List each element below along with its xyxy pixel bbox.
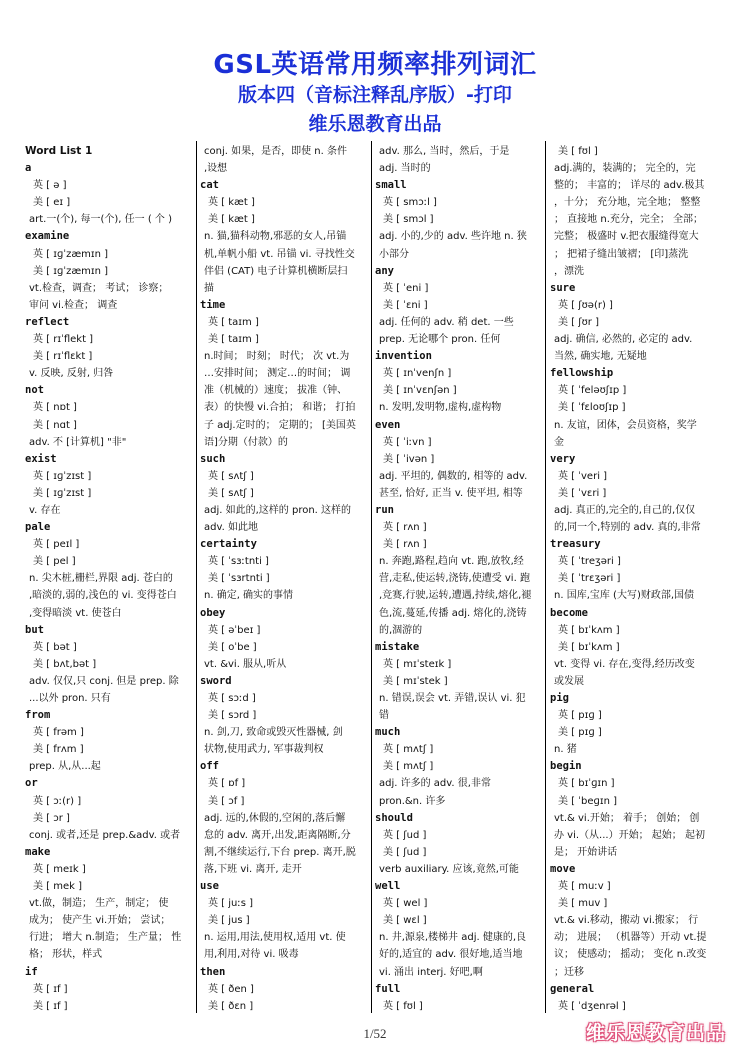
headword: if	[25, 965, 38, 978]
pronunciation: 美 [ wɛl ]	[383, 915, 427, 927]
pronunciation: 美 [ eɪ ]	[33, 197, 71, 209]
definition-text: 机,单帆小船 vt. 吊锚 vi. 寻找性交	[204, 248, 355, 260]
pronunciation: 英 [ muːv ]	[558, 881, 611, 893]
pronunciation: 英 [ ˈveri ]	[558, 470, 608, 482]
definition-text: n.时间； 时刻； 时代； 次 vt.为	[204, 351, 350, 363]
definition-text: n. 友谊，团体，会员资格，奖学	[554, 419, 697, 431]
pronunciation: 英 [ bɪˈɡɪn ]	[558, 778, 615, 790]
definition-text: n. 发明,发明物,虚构,虚构物	[379, 402, 502, 414]
headword: but	[25, 623, 44, 636]
pronunciation: 英 [ ʃʊə(r) ]	[558, 299, 613, 311]
pronunciation: 英 [ kæt ]	[208, 197, 255, 209]
word-column-2	[200, 143, 367, 1013]
definition-text: 整的； 丰富的； 详尽的 adv.极其	[554, 180, 705, 192]
definition-text: 议； 使感动； 摇动； 变化 n.改变	[554, 949, 707, 961]
pronunciation: 美 [ kæt ]	[208, 214, 255, 226]
definition-text: vi. 涌出 interj. 好吧,啊	[379, 966, 483, 978]
definition-text: 金	[554, 436, 564, 448]
definition-text: adj. 确信, 必然的, 必定的 adv.	[554, 334, 693, 346]
definition-text: 好的,适宜的 adv. 很好地,适当地	[379, 949, 523, 961]
definition-text: ,设想	[204, 163, 228, 175]
headword: certainty	[200, 538, 257, 551]
definition-text: verb auxiliary. 应该,竟然,可能	[379, 863, 519, 875]
definition-text: adv. 仅仅,只 conj. 但是 prep. 除	[29, 675, 179, 687]
definition-text: ，漂洗	[554, 265, 584, 277]
definition-text: n. 确定, 确实的事情	[204, 590, 294, 602]
headword: or	[25, 777, 38, 790]
pronunciation: 美 [ taɪm ]	[208, 334, 259, 346]
headword: full	[375, 982, 401, 995]
pronunciation: 美 [ mʌtʃ ]	[383, 761, 434, 773]
definition-text: 描	[204, 282, 214, 294]
pronunciation: 美 [ ʃʊr ]	[558, 316, 599, 328]
definition-text: vt.检查，调查； 考试； 诊察；	[29, 282, 169, 294]
definition-text: 割,不继续运行,下台 prep. 离开,脱	[204, 846, 356, 858]
pronunciation: 美 [ pɪɡ ]	[558, 727, 602, 739]
definition-text: n. 国库,宝库 (大写)财政部,国债	[554, 590, 695, 602]
pronunciation: 美 [ muv ]	[558, 898, 608, 910]
definition-text: adv. 如此地	[204, 522, 258, 534]
definition-text: ,竞赛,行驶,运转,遭遇,持续,熔化,褪	[379, 590, 532, 602]
pronunciation: 美 [ ˈvɛri ]	[558, 487, 607, 499]
pronunciation: 英 [ mɪˈsteɪk ]	[383, 658, 452, 670]
definition-text: 格； 形状，样式	[29, 949, 103, 961]
pronunciation: 英 [ ˈdʒenrəl ]	[558, 1000, 626, 1012]
pronunciation: 美 [ ɪnˈvɛnʃən ]	[383, 385, 457, 397]
pronunciation: 英 [ taɪm ]	[208, 316, 259, 328]
pronunciation: 美 [ frʌm ]	[33, 744, 84, 756]
pronunciation: 英 [ fʊl ]	[383, 1000, 423, 1012]
definition-text: ...以外 pron. 只有	[29, 693, 111, 704]
pronunciation: 英 [ ɔː(r) ]	[33, 795, 82, 807]
definition-text: 审问 vi.检查； 调查	[29, 299, 118, 311]
definition-text: vt.& vi.开始； 着手； 创始； 创	[554, 812, 700, 824]
definition-text: 子 adj.定时的； 定期的； [美国英	[204, 419, 356, 431]
definition-text: 色,流,蔓延,传播 adj. 熔化的,浇铸	[379, 607, 527, 619]
column-divider	[371, 141, 372, 1013]
definition-text: ； 直接地 n.充分，完全； 全部；	[554, 214, 704, 226]
definition-text: n. 运用,用法,使用权,适用 vt. 使	[204, 932, 346, 944]
definition-text: 动； 进展； （机器等）开动 vt.提	[554, 932, 707, 944]
publisher-watermark: 维乐恩教育出品	[586, 1022, 727, 1044]
definition-text: 小部分	[379, 248, 409, 260]
pronunciation: 美 [ jus ]	[208, 915, 250, 927]
definition-text: 完整； 极盛时 v.把衣服缝得宽大	[554, 231, 699, 243]
definition-text: 怠的 adv. 离开,出发,距离隔断,分	[204, 829, 351, 841]
headword: not	[25, 384, 44, 397]
headword: obey	[200, 606, 226, 619]
pronunciation: 英 [ ˈeni ]	[383, 282, 429, 294]
definition-text: 或发展	[554, 675, 584, 687]
headword: much	[375, 726, 401, 739]
definition-text: adj. 远的,休假的,空闲的,落后懈	[204, 812, 346, 824]
headword: invention	[375, 350, 432, 363]
pronunciation: 美 [ fʊl ]	[558, 146, 598, 157]
definition-text: adj. 许多的 adv. 很,非常	[379, 778, 491, 790]
definition-text: n. 尖木桩,栅栏,界限 adj. 苍白的	[29, 573, 173, 585]
word-list-heading: Word List 1	[25, 145, 93, 157]
definition-text: adj. 平坦的, 偶数的, 相等的 adv.	[379, 470, 528, 482]
definition-text: vt.& vi.移动，搬动 vi.搬家； 行	[554, 915, 699, 927]
pronunciation: 英 [ ðen ]	[208, 983, 254, 995]
definition-text: art.一(个), 每一(个), 任一 ( 个 )	[29, 214, 172, 226]
headword: pig	[550, 692, 569, 704]
definition-text: 是； 开始讲话	[554, 846, 618, 858]
definition-text: 当然, 确实地, 无疑地	[554, 351, 647, 363]
pronunciation: 美 [ ˈtrɛʒəri ]	[558, 573, 621, 585]
headword: make	[25, 845, 51, 858]
pronunciation: 美 [ rʌn ]	[383, 539, 427, 551]
pronunciation: 英 [ frəm ]	[33, 727, 84, 739]
pronunciation: 美 [ oˈbe ]	[208, 641, 257, 653]
definition-text: adj. 如此的,这样的 pron. 这样的	[204, 504, 352, 516]
headword: become	[550, 606, 588, 619]
definition-text: 办 vi.（从...）开始； 起始； 起初	[554, 829, 705, 841]
definition-text: 营,走私,使运转,浇铸,使遭受 vi. 跑	[379, 573, 530, 585]
definition-text: adj. 任何的 adv. 稍 det. 一些	[379, 316, 514, 328]
headword: general	[550, 982, 595, 995]
definition-text: 用,利用,对待 vi. 吸毒	[204, 949, 299, 961]
definition-text: ；迁移	[554, 966, 584, 978]
definition-text: 行进； 增大 n.制造； 生产量； 性	[29, 932, 182, 944]
pronunciation: 英 [ ɒf ]	[208, 778, 246, 790]
column-divider	[545, 141, 546, 1013]
word-column-4	[550, 143, 720, 1013]
pronunciation: 英 [ ʃud ]	[383, 829, 427, 841]
headword: then	[200, 965, 226, 978]
headword: cat	[200, 179, 219, 192]
pronunciation: 英 [ meɪk ]	[33, 863, 86, 875]
headword: examine	[25, 230, 70, 243]
headword: a	[25, 162, 32, 175]
headword: pale	[25, 521, 51, 534]
pronunciation: 英 [ ˈsɜːtnti ]	[208, 556, 269, 568]
pronunciation: 美 [ ʃud ]	[383, 846, 427, 858]
pronunciation: 美 [ ˈfɛloʊʃɪp ]	[558, 402, 626, 414]
pronunciation: 美 [ mɪˈstek ]	[383, 675, 448, 687]
definition-text: 准（机械的）速度； 拔准（钟、	[204, 385, 348, 397]
headword: any	[375, 264, 394, 277]
pronunciation: 美 [ ɪɡˈzæmɪn ]	[33, 265, 109, 277]
definition-text: ,变得暗淡 vt. 使苍白	[29, 607, 122, 619]
definition-text: ，十分； 充分地，完全地； 整整	[554, 197, 701, 209]
definition-text: n. 猫,猫科动物,邪恶的女人,吊锚	[204, 231, 347, 243]
definition-text: prep. 无论哪个 pron. 任何	[379, 334, 501, 346]
publisher-line: 维乐恩教育出品	[308, 113, 442, 135]
definition-text: conj. 或者,还是 prep.&adv. 或者	[29, 829, 181, 841]
pronunciation: 美 [ rɪˈflɛkt ]	[33, 351, 93, 363]
pronunciation: 英 [ sʌtʃ ]	[208, 470, 254, 482]
definition-text: adv. 那么, 当时，然后，于是	[379, 146, 510, 157]
definition-text: 甚至, 恰好, 正当 v. 使平坦, 相等	[379, 487, 523, 499]
word-column-1	[25, 143, 193, 1013]
pronunciation: 美 [ smɔl ]	[383, 214, 434, 226]
pronunciation: 英 [ ɪf ]	[33, 983, 68, 995]
pronunciation: 美 [ pel ]	[33, 556, 76, 568]
definition-text: adj. 真正的,完全的,自己的,仅仅	[554, 504, 696, 516]
definition-text: 的,涸游的	[379, 624, 423, 636]
pronunciation: 美 [ sɔrd ]	[208, 710, 257, 722]
definition-text: pron.&n. 许多	[379, 795, 446, 807]
pronunciation: 英 [ mʌtʃ ]	[383, 744, 434, 756]
definition-text: ； 把裙子缝出皱褶； [印]蒸洗	[554, 248, 689, 260]
headword: should	[375, 811, 413, 824]
pronunciation: 英 [ smɔːl ]	[383, 197, 437, 209]
pronunciation: 英 [ bət ]	[33, 641, 77, 653]
definition-text: 错	[379, 710, 389, 722]
headword: move	[550, 862, 576, 875]
pronunciation: 英 [ wel ]	[383, 898, 428, 910]
headword: run	[375, 503, 394, 516]
definition-text: vt. 变得 vi. 存在,变得,经历改变	[554, 658, 695, 670]
pronunciation: 英 [ ˈfeləʊʃɪp ]	[558, 385, 627, 397]
headword: exist	[25, 452, 57, 465]
pronunciation: 美 [ mek ]	[33, 881, 83, 893]
pronunciation: 美 [ ɪɡˈzɪst ]	[33, 487, 92, 499]
pronunciation: 美 [ bʌt,bət ]	[33, 658, 97, 670]
column-divider	[196, 141, 197, 1013]
pronunciation: 美 [ ˈɛni ]	[383, 299, 428, 311]
headword: mistake	[375, 640, 420, 653]
pronunciation: 英 [ əˈbeɪ ]	[208, 624, 261, 636]
headword: sword	[200, 674, 232, 687]
pronunciation: 美 [ bɪˈkʌm ]	[558, 641, 620, 653]
pronunciation: 美 [ ðɛn ]	[208, 1000, 254, 1012]
definition-text: prep. 从,从...起	[29, 761, 101, 773]
definition-text: 落,下班 vi. 离开, 走开	[204, 863, 302, 875]
definition-text: ,暗淡的,弱的,浅色的 vi. 变得苍白	[29, 590, 177, 602]
headword: small	[375, 179, 407, 192]
definition-text: n. 错误,误会 vt. 弄错,误认 vi. 犯	[379, 693, 526, 704]
headword: begin	[550, 760, 582, 773]
headword: well	[375, 880, 401, 893]
definition-text: adj. 小的,少的 adv. 些许地 n. 狭	[379, 231, 527, 243]
definition-text: 表）的快慢 vi.合拍； 和谐； 打拍	[204, 402, 356, 414]
pronunciation: 英 [ peɪl ]	[33, 539, 80, 551]
headword: treasury	[550, 538, 601, 551]
pronunciation: 美 [ nɑt ]	[33, 419, 77, 431]
pronunciation: 英 [ ˈtreʒəri ]	[558, 556, 621, 568]
pronunciation: 英 [ nɒt ]	[33, 402, 77, 414]
pronunciation: 美 [ ˈsɜrtnti ]	[208, 573, 270, 585]
headword: from	[25, 709, 51, 722]
headword: fellowship	[550, 367, 614, 380]
headword: reflect	[25, 315, 70, 328]
pronunciation: 美 [ ˈbeɡɪn ]	[558, 795, 617, 807]
pronunciation: 美 [ ˈivən ]	[383, 453, 435, 465]
pronunciation: 英 [ ə ]	[33, 180, 67, 192]
definition-text: n. 猪	[554, 744, 577, 756]
definition-text: 成为； 使产生 vi.开始； 尝试；	[29, 915, 171, 927]
pronunciation: 英 [ pɪɡ ]	[558, 710, 602, 722]
pronunciation: 英 [ rɪˈflekt ]	[33, 334, 94, 346]
word-column-3	[375, 143, 540, 1013]
pronunciation: 英 [ ɪnˈvenʃn ]	[383, 368, 452, 380]
pronunciation: 英 [ juːs ]	[208, 898, 254, 910]
definition-text: vt. &vi. 服从,听从	[204, 658, 287, 670]
pronunciation: 美 [ ɔr ]	[33, 812, 70, 824]
definition-text: 语]分期（付款）的	[204, 436, 288, 448]
definition-text: conj. 如果，是否，即使 n. 条件	[204, 146, 347, 157]
page-number: 1/52	[363, 1026, 387, 1041]
headword: off	[200, 760, 219, 773]
headword: use	[200, 880, 219, 893]
headword: even	[375, 418, 401, 431]
definition-text: v. 反映, 反射, 归咎	[29, 368, 114, 380]
headword: such	[200, 452, 226, 465]
pronunciation: 英 [ bɪˈkʌm ]	[558, 624, 620, 636]
pronunciation: 英 [ ˈiːvn ]	[383, 436, 432, 448]
definition-text: adv. 不 [计算机] "非"	[29, 436, 127, 448]
pronunciation: 英 [ ɪɡˈzɪst ]	[33, 470, 92, 482]
definition-text: adj. 当时的	[379, 163, 431, 175]
definition-text: adj.满的，装满的； 完全的，完	[554, 163, 696, 175]
definition-text: n. 剑,刀, 致命或毁灭性器械, 剑	[204, 727, 343, 739]
definition-text: vt.做，制造； 生产，制定； 使	[29, 898, 169, 910]
pronunciation: 英 [ sɔːd ]	[208, 693, 256, 704]
pronunciation: 美 [ ɔf ]	[208, 795, 245, 807]
headword: sure	[550, 281, 576, 294]
headword: very	[550, 452, 576, 465]
pronunciation: 英 [ ɪɡˈzæmɪn ]	[33, 248, 109, 260]
pronunciation: 美 [ sʌtʃ ]	[208, 487, 254, 499]
definition-text: 状物,使用武力, 军事裁判权	[204, 744, 324, 756]
document-subtitle: 版本四（音标注释乱序版）-打印	[238, 84, 512, 106]
definition-text: 伴侣 (CAT) 电子计算机横断层扫	[204, 265, 348, 277]
pronunciation: 英 [ rʌn ]	[383, 522, 427, 534]
definition-text: n. 奔跑,路程,趋向 vt. 跑,放牧,经	[379, 556, 524, 568]
headword: time	[200, 298, 226, 311]
definition-text: v. 存在	[29, 504, 61, 516]
definition-text: n. 井,源泉,楼梯井 adj. 健康的,良	[379, 932, 527, 944]
definition-text: 的,同一个,特别的 adv. 真的,非常	[554, 522, 701, 534]
document-title: GSL英语常用频率排列词汇	[213, 50, 537, 80]
definition-text: …安排时间； 测定…的时间； 调	[204, 368, 351, 380]
pronunciation: 美 [ ɪf ]	[33, 1000, 68, 1012]
